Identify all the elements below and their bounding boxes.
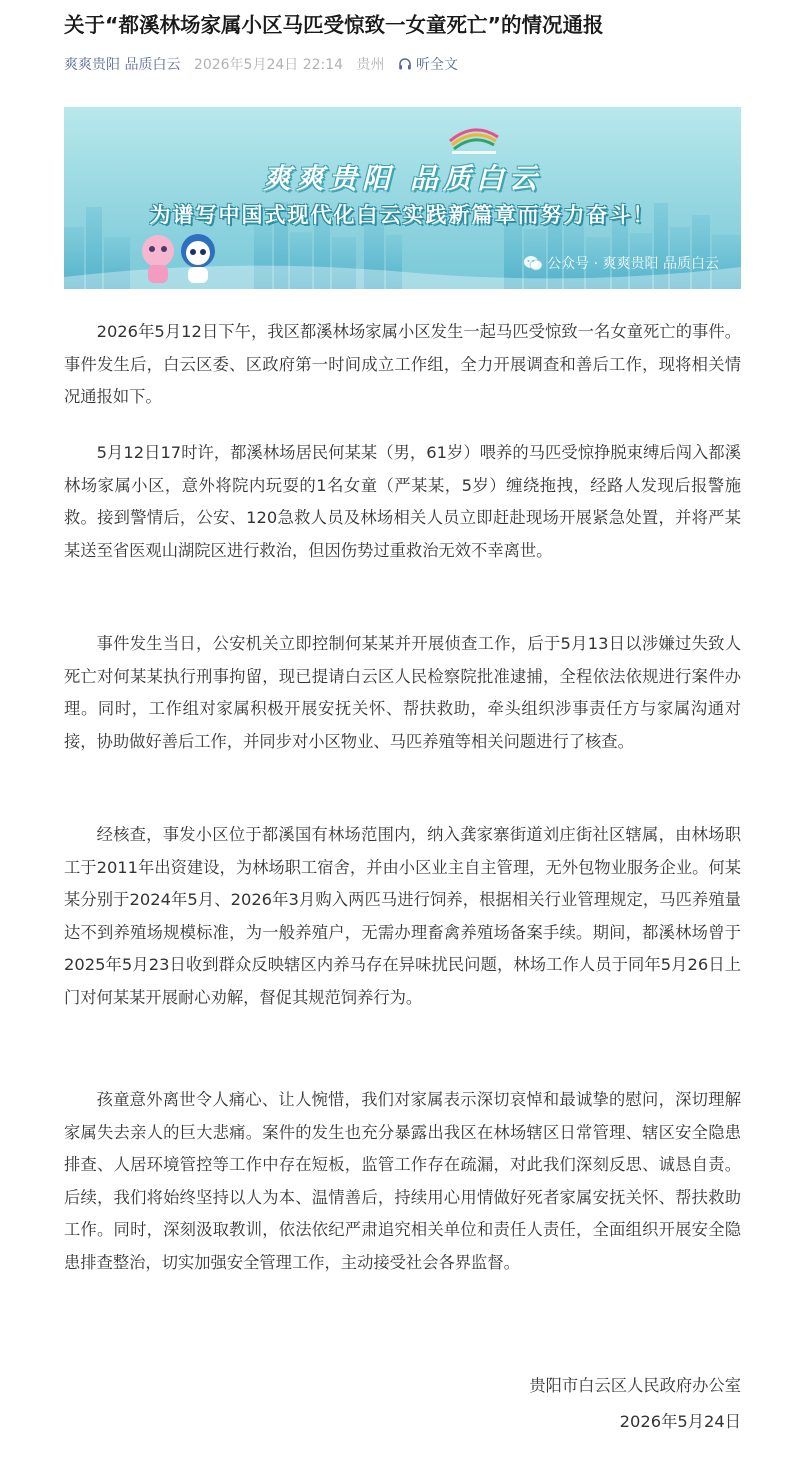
body-paragraph-4: 经核查，事发小区位于都溪国有林场范围内，纳入龚家寨街道刘庄街社区辖属，由林场职工于2011年出资建设，为林场职工宿舍，并由小区业主自主管理，无外包物业服务企业。何某某分别于2024年5月、2026年3月购入两匹马进行饲养，根据相关行业管理规定，马匹养殖量达不到养殖场规模标准，为一般养殖户，无需办理畜禽养殖场备案手续。期间，都溪林场曾于2025年5月23日收到群众反映辖区内养马存在异味扰民问题，林场工作人员于同年5月26日上门对何某某开展耐心劝解，督促其规范饲养行为。 — [64, 825, 741, 1007]
issuer-signature: 贵阳市白云区人民政府办公室 — [529, 1376, 741, 1395]
publish-location: 贵州 — [356, 57, 385, 73]
account-name-link[interactable]: 爽爽贵阳 品质白云 — [64, 57, 181, 73]
headphones-icon — [398, 57, 412, 71]
article-title: 关于“都溪林场家属小区马匹受惊致一女童死亡”的情况通报 — [64, 13, 604, 37]
article-meta — [64, 55, 467, 75]
header-banner-image — [64, 107, 741, 289]
publish-datetime: 2026年5月24日 22:14 — [193, 57, 344, 73]
baiyun-logo-icon — [444, 117, 504, 157]
wechat-icon — [523, 255, 543, 271]
listen-label: 听全文 — [415, 57, 458, 73]
body-paragraph-3: 事件发生当日，公安机关立即控制何某某并开展侦查工作，后于5月13日以涉嫌过失致人死亡对何某某执行刑事拘留，现已提请白云区人民检察院批准逮捕，全程依法依规进行案件办理。同时，工作组对家属积极开展安抚关怀、帮扶救助，牵头组织涉事责任方与家属沟通对接，协助做好善后工作，并同步对小区物业、马匹养殖等相关问题进行了核查。 — [64, 634, 741, 751]
body-paragraph-2: 5月12日17时许，都溪林场居民何某某（男，61岁）喂养的马匹受惊挣脱束缚后闯入都溪林场家属小区，意外将院内玩耍的1名女童（严某某，5岁）缠绕拖拽，经路人发现后报警施救。接到警情后，公安、120急救人员及林场相关人员立即赶赴现场开展紧急处置，并将严某某送至省医观山湖院区进行救治，但因伤势过重救治无效不幸离世。 — [64, 443, 741, 560]
body-paragraph-1: 2026年5月12日下午，我区都溪林场家属小区发生一起马匹受惊致一名女童死亡的事件。事件发生后，白云区委、区政府第一时间成立工作组，全力开展调查和善后工作，现将相关情况通报如下。 — [64, 322, 741, 406]
watermark-text: 公众号 · 爽爽贵阳 品质白云 — [547, 256, 719, 272]
banner-slogan-line2: 为谱写中国式现代化白云实践新篇章而努力奋斗！ — [149, 203, 656, 227]
issue-date: 2026年5月24日 — [619, 1412, 741, 1431]
listen-button[interactable] — [398, 57, 467, 73]
body-paragraph-5: 孩童意外离世令人痛心、让人惋惜，我们对家属表示深切哀悼和最诚挚的慰问，深切理解家属失去亲人的巨大悲痛。案件的发生也充分暴露出我区在林场辖区日常管理、辖区安全隐患排查、人居环境管控等工作中存在短板，监管工作存在疏漏，对此我们深刻反思、诚恳自责。后续，我们将始终坚持以人为本、温情善后，持续用心用情做好死者家属安抚关怀、帮扶救助工作。同时，深刻汲取教训，依法依纪严肃追究相关单位和责任人责任，全面组织开展安全隐患排查整治，切实加强安全管理工作，主动接受社会各界监督。 — [64, 1090, 741, 1272]
banner-slogan-line1: 爽爽贵阳 品质白云 — [263, 162, 542, 195]
mascots-graphic — [136, 231, 226, 283]
wechat-watermark — [523, 253, 719, 273]
